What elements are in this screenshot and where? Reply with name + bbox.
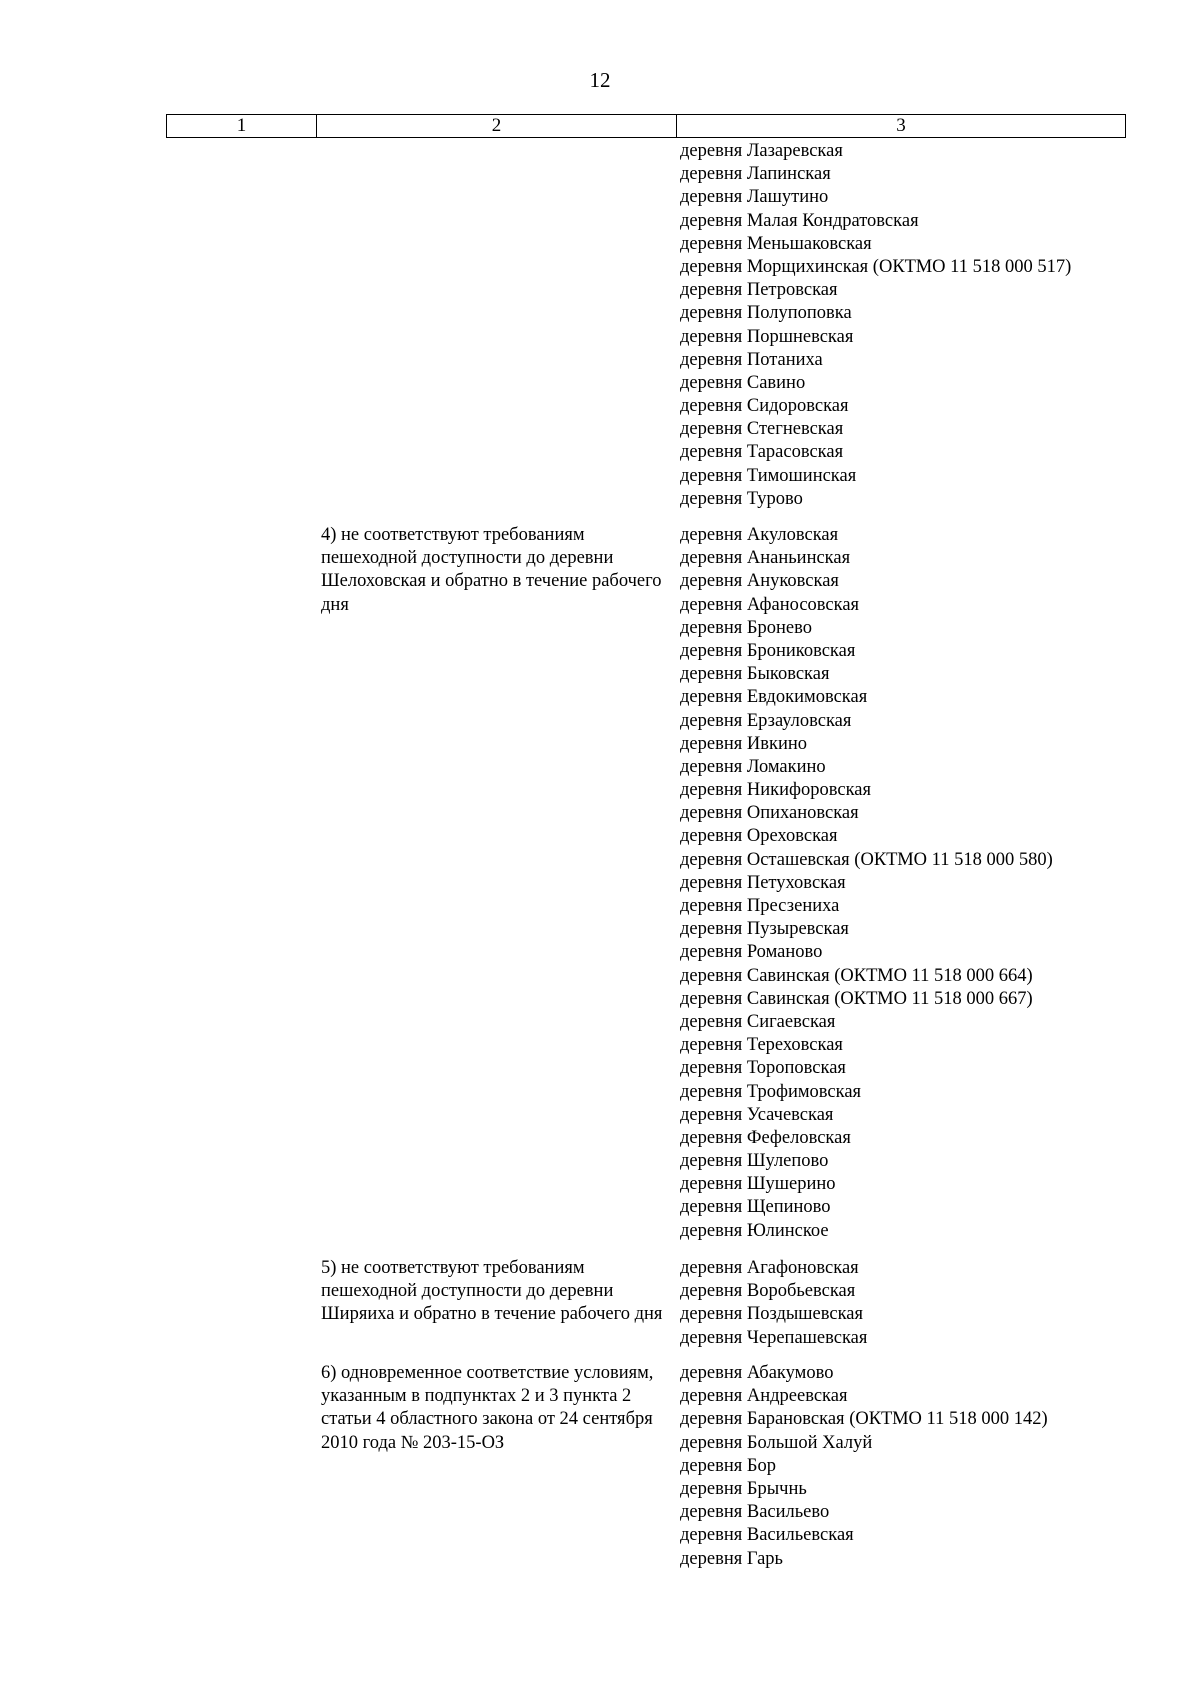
village-item: деревня Савинская (ОКТМО 11 518 000 667): [680, 988, 1033, 1009]
page-number: 12: [589, 68, 611, 92]
village-item: деревня Полупоповка: [680, 303, 852, 324]
village-item: деревня Сигаевская: [680, 1011, 836, 1032]
village-item: деревня Поздышевская: [680, 1304, 864, 1325]
village-list-criterion-4: [680, 524, 1140, 1243]
village-item: деревня Шушерино: [680, 1174, 836, 1195]
village-item: деревня Сидоровская: [680, 396, 849, 417]
village-item: деревня Савинская (ОКТМО 11 518 000 664): [680, 965, 1033, 986]
village-item: деревня Большой Халуй: [680, 1432, 873, 1453]
village-item: деревня Ануковская: [680, 571, 839, 592]
village-item: деревня Потаниха: [680, 349, 823, 370]
village-item: деревня Абакумово: [680, 1363, 834, 1383]
criterion-6-text: 6) одновременное соответствие условиям, указанным в подпунктах 2 и 3 пункта 2 статьи 4 областного закона от 24 сентября 2010 года № 203-15-ОЗ: [321, 1363, 654, 1453]
village-item: деревня Лашутино: [680, 187, 829, 208]
village-item: деревня Ломакино: [680, 756, 826, 777]
village-list-criterion-5: [680, 1257, 1140, 1350]
column-header-1: 1: [167, 115, 317, 137]
village-item: деревня Турово: [680, 488, 803, 509]
village-item: деревня Брычнь: [680, 1478, 807, 1499]
table-header-row: [166, 114, 1126, 138]
village-item: деревня Морщихинская (ОКТМО 11 518 000 517): [680, 256, 1072, 277]
village-item: деревня Малая Кондратовская: [680, 210, 919, 231]
village-item: деревня Черепашевская: [680, 1327, 868, 1348]
village-item: деревня Ананьинская: [680, 548, 851, 569]
village-item: деревня Меньшаковская: [680, 233, 872, 254]
village-item: деревня Тороповская: [680, 1058, 846, 1079]
village-item: деревня Опихановская: [680, 803, 859, 824]
village-item: деревня Евдокимовская: [680, 687, 868, 708]
criterion-5-text: 5) не соответствуют требованиям пешеходной доступности до деревни Ширяиха и обратно в течение рабочего дня: [321, 1258, 663, 1325]
village-item: деревня Брониковская: [680, 640, 856, 661]
village-item: деревня Бор: [680, 1455, 776, 1476]
village-item: деревня Воробьевская: [680, 1281, 856, 1302]
village-list-criterion-6: [680, 1362, 1140, 1571]
village-item: деревня Тимошинская: [680, 465, 857, 486]
village-item: деревня Стегневская: [680, 419, 844, 440]
village-item: деревня Агафоновская: [680, 1258, 859, 1278]
village-item: деревня Фефеловская: [680, 1127, 851, 1148]
village-item: деревня Андреевская: [680, 1386, 848, 1407]
village-item: деревня Барановская (ОКТМО 11 518 000 142): [680, 1409, 1048, 1430]
village-item: деревня Ерзауловская: [680, 710, 852, 731]
village-item: деревня Щепиново: [680, 1197, 831, 1218]
village-item: деревня Тереховская: [680, 1035, 843, 1056]
village-item: деревня Пузыревская: [680, 919, 849, 940]
village-item: деревня Усачевская: [680, 1104, 834, 1125]
village-item: деревня Никифоровская: [680, 780, 872, 801]
village-item: деревня Бронево: [680, 617, 812, 638]
village-item: деревня Акуловская: [680, 525, 839, 545]
village-item: деревня Лазаревская: [680, 141, 843, 161]
column-header-2: 2: [317, 115, 677, 137]
village-item: деревня Юлинское: [680, 1220, 829, 1241]
village-item: деревня Пресзениха: [680, 896, 840, 916]
village-item: деревня Петуховская: [680, 872, 846, 893]
village-item: деревня Осташевская (ОКТМО 11 518 000 580): [680, 849, 1053, 870]
criterion-4-text: 4) не соответствуют требованиям пешеходной доступности до деревни Шелоховская и обратно в течение рабочего дня: [321, 525, 662, 615]
column-header-3: 3: [896, 115, 906, 136]
village-item: деревня Трофимовская: [680, 1081, 862, 1102]
village-list-continuation: [680, 140, 1140, 511]
village-item: деревня Романово: [680, 942, 823, 963]
village-item: деревня Поршневская: [680, 326, 854, 347]
village-item: деревня Гарь: [680, 1548, 783, 1569]
village-item: деревня Лапинская: [680, 164, 831, 185]
village-item: деревня Ивкино: [680, 733, 807, 754]
village-item: деревня Васильево: [680, 1502, 830, 1523]
village-item: деревня Афаносовская: [680, 594, 860, 615]
village-item: деревня Ореховская: [680, 826, 838, 847]
village-item: деревня Васильевская: [680, 1525, 854, 1546]
village-item: деревня Савино: [680, 372, 806, 393]
village-item: деревня Петровская: [680, 280, 838, 301]
village-item: деревня Шулепово: [680, 1151, 829, 1172]
village-item: деревня Быковская: [680, 664, 830, 685]
village-item: деревня Тарасовская: [680, 442, 844, 463]
